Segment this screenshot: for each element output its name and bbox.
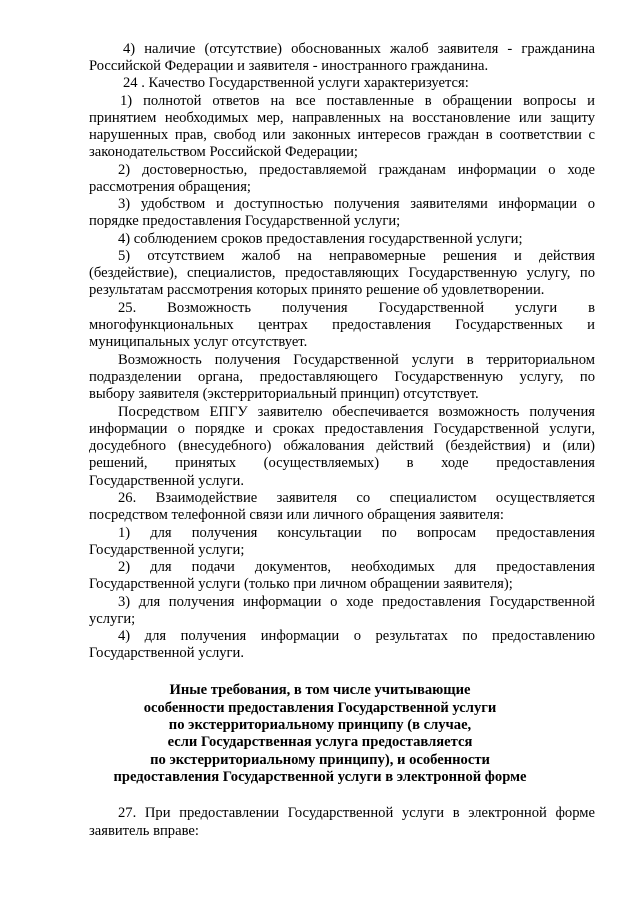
text-line: результатам рассмотрения которых принято решение об удовлетворении. [89,282,545,298]
text-line: принятием необходимых мер, направленных на восстановление или защиту [89,110,595,126]
text-line: 1) полнотой ответов на все поставленные в обращении вопросы и [120,93,595,109]
section-heading-line: по экстерриториальному принципу), и особенности [150,752,490,768]
text-line: 4) соблюдением сроков предоставления государственной услуги; [118,231,523,247]
text-line: Государственной услуги (только при личном обращении заявителя); [89,576,513,592]
text-line: 2) достоверностью, предоставляемой гражданам информации о ходе [118,162,595,178]
text-line: 3) удобством и доступностью получения заявителями информации о [118,196,595,212]
text-line: Возможность получения Государственной услуги в территориальном [118,352,595,368]
text-line: рассмотрения обращения; [89,179,251,195]
section-heading-line: предоставления Государственной услуги в электронной форме [113,769,527,785]
section-heading-line: особенности предоставления Государственной услуги [143,700,497,716]
text-line: досудебного (внесудебного) обжалования действий (бездействия) и (или) [89,438,595,454]
text-line: заявитель вправе: [89,823,199,839]
text-line: муниципальных услуг отсутствует. [89,334,308,350]
text-line: порядке предоставления Государственной услуги; [89,213,401,229]
section-heading-line: если Государственная услуга предоставляется [167,734,473,750]
text-line: подразделении органа, предоставляющего Государственную услугу, по [89,369,595,385]
text-line: многофункциональных центрах предоставления Государственных и [89,317,595,333]
text-line: 2) для подачи документов, необходимых для предоставления [118,559,595,575]
text-line: 24 . Качество Государственной услуги характеризуется: [123,75,469,91]
text-line: информации о порядке и сроках предоставления Государственной услуги, [89,421,595,437]
text-line: решений, принятых (осуществляемых) в ходе предоставления [89,455,595,471]
text-line: 26. Взаимодействие заявителя со специалистом осуществляется [118,490,595,506]
text-line: 5) отсутствием жалоб на неправомерные решения и действия [118,248,595,264]
text-line: услуги; [89,611,136,627]
text-line: 27. При предоставлении Государственной услуги в электронной форме [118,805,595,821]
section-heading-line: Иные требования, в том числе учитывающие [169,682,471,698]
text-line: 4) для получения информации о результатах по предоставлению [118,628,595,644]
text-line: 3) для получения информации о ходе предоставления Государственной [118,594,595,610]
text-line: посредством телефонной связи или личного обращения заявителя: [89,507,504,523]
text-line: 4) наличие (отсутствие) обоснованных жалоб заявителя - гражданина [123,41,595,57]
text-line: 1) для получения консультации по вопросам предоставления [118,525,595,541]
text-line: Государственной услуги. [89,473,244,489]
text-line: законодательством Российской Федерации; [89,144,358,160]
text-line: Российской Федерации и заявителя - иностранного гражданина. [89,58,489,74]
text-line: нарушенных прав, свобод или законных интересов граждан в соответствии с [89,127,595,143]
text-line: выбору заявителя (экстерриториальный принцип) отсутствует. [89,386,479,402]
text-line: Государственной услуги; [89,542,245,558]
section-heading-line: по экстерриториальному принципу (в случае, [168,717,472,733]
text-line: 25. Возможность получения Государственной услуги в [118,300,595,316]
text-line: Государственной услуги. [89,645,244,661]
text-line: Посредством ЕПГУ заявителю обеспечивается возможность получения [118,404,595,420]
text-line: (бездействие), специалистов, предоставляющих Государственную услугу, по [89,265,595,281]
